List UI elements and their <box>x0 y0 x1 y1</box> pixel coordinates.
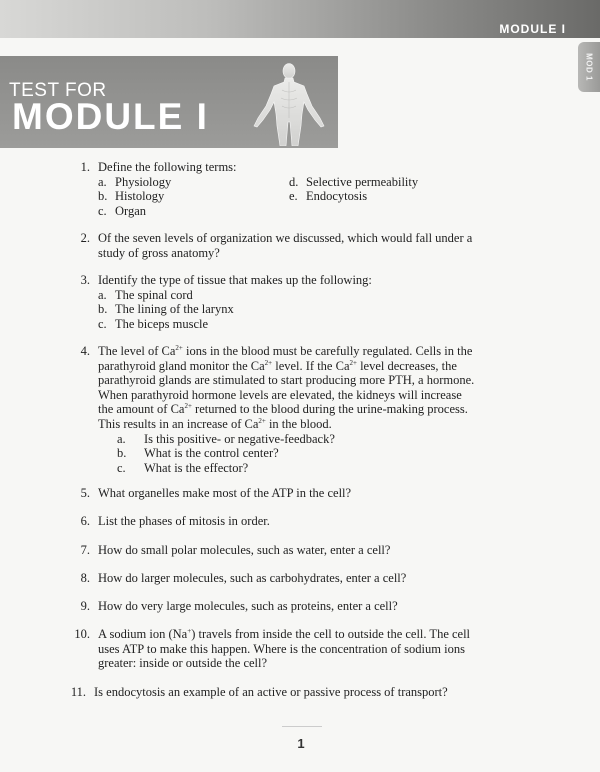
list-item: b. Histology <box>98 189 165 204</box>
question-5 <box>60 486 480 501</box>
list-item: a. Is this positive- or negative-feedback? <box>117 431 335 446</box>
question-4 <box>60 344 480 475</box>
question-number: 2. <box>80 231 90 245</box>
question-text: Is endocytosis an example of an active or passive process of transport? <box>94 685 448 699</box>
list-item: b. The lining of the larynx <box>98 302 234 317</box>
list-item: e. Endocytosis <box>289 189 368 204</box>
question-2 <box>60 231 480 260</box>
question-number: 10. <box>74 627 90 641</box>
question-number: 9. <box>80 599 90 613</box>
page-number: 1 <box>297 736 305 751</box>
question-10 <box>60 627 480 671</box>
module-label: MODULE I <box>499 22 566 36</box>
question-text: Define the following terms: <box>98 160 237 174</box>
question-1 <box>60 160 480 218</box>
title-test-for: TEST FOR <box>9 80 107 101</box>
question-number: 7. <box>80 543 90 557</box>
list-item: c. The biceps muscle <box>98 316 209 331</box>
question-text: A sodium ion (Na+) travels from inside the cell to outside the cell. The cell uses ATP to make this happen. Where is the concentration of sodium ions greater: inside or outside the cell? <box>98 626 471 671</box>
question-text: The level of $Ca^{2+}$ ions in the blood must be carefully regulated. Cells in the parathyroid gland monitor the $Ca^{2+}$ level. If the $Ca^{2+}$ level decreases, the parathyroid glands are stimulated to start producing more PTH, a hormone. When parathyroid hormone levels are elevated, the kidneys will increase the amount of $Ca^{2+}$ returned to the blood during the urine-making process. This results in an increase of $Ca^{2+}$ in the blood. <box>98 343 475 431</box>
list-item: a. Physiology <box>98 174 172 189</box>
list-item: b. What is the control center? <box>117 446 279 461</box>
question-number: 8. <box>80 571 90 585</box>
list-item: c. Organ <box>98 203 147 218</box>
question-number: 6. <box>80 514 90 528</box>
question-9 <box>60 599 480 614</box>
question-text: How do larger molecules, such as carbohydrates, enter a cell? <box>98 571 407 585</box>
list-item: c. What is the effector? <box>117 460 249 475</box>
question-8 <box>60 571 480 586</box>
module-side-tab <box>578 42 600 92</box>
list-item: a. The spinal cord <box>98 287 193 302</box>
question-3 <box>60 273 480 331</box>
question-7 <box>60 543 480 558</box>
question-6 <box>60 514 480 529</box>
question-number: 4. <box>80 344 90 358</box>
list-item: d. Selective permeability <box>289 174 419 189</box>
question-number: 3. <box>80 273 90 287</box>
question-number: 1. <box>80 160 90 174</box>
title-module: MODULE I <box>12 96 209 137</box>
question-text: What organelles make most of the ATP in the cell? <box>98 486 352 500</box>
human-figure-icon <box>244 60 334 146</box>
question-text: Of the seven levels of organization we discussed, which would fall under a study of gross anatomy? <box>98 231 473 260</box>
footer-rule <box>282 726 322 727</box>
question-number: 11. <box>70 685 86 699</box>
question-11 <box>56 685 480 700</box>
question-number: 5. <box>80 486 90 500</box>
side-tab-label: MOD 1 <box>584 53 594 81</box>
question-text: List the phases of mitosis in order. <box>98 514 270 528</box>
question-text: How do small polar molecules, such as water, enter a cell? <box>98 543 391 557</box>
title-banner <box>0 56 338 148</box>
question-text: Identify the type of tissue that makes up the following: <box>98 273 372 287</box>
question-text: How do very large molecules, such as proteins, enter a cell? <box>98 599 398 613</box>
